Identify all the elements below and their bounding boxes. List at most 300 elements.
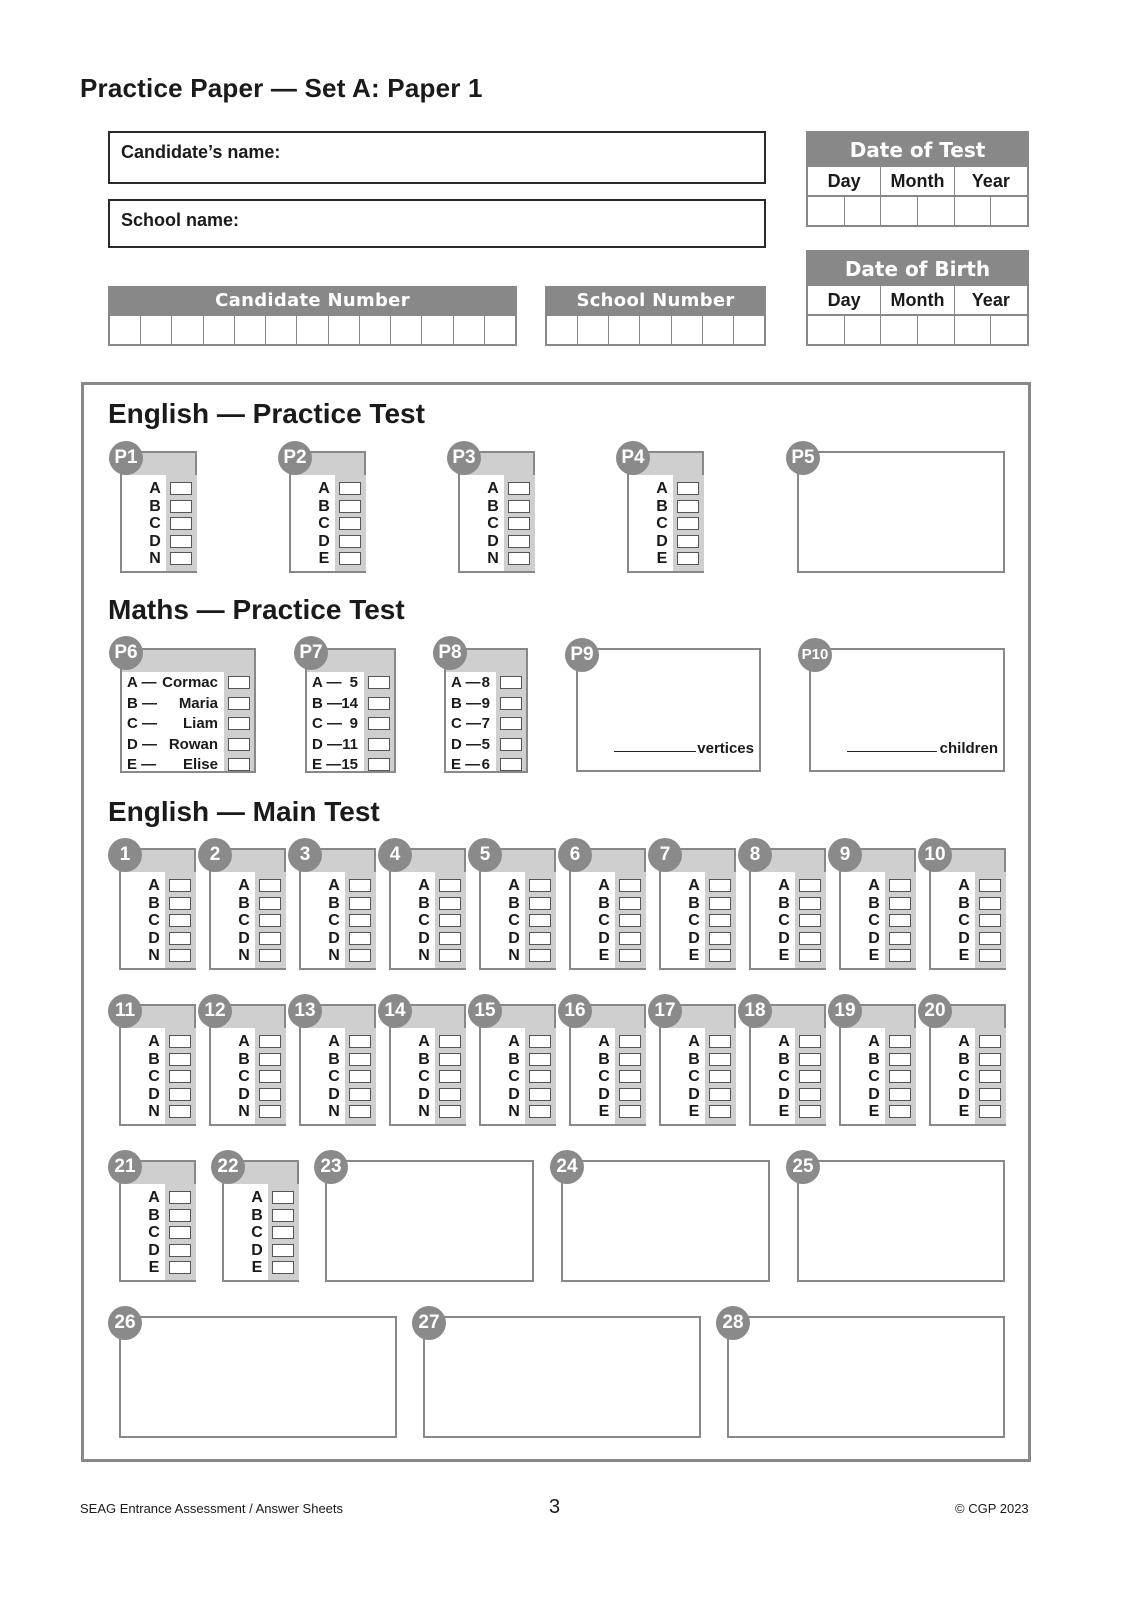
answer-option[interactable] <box>629 550 702 567</box>
answer-option[interactable] <box>211 930 284 947</box>
answer-option[interactable] <box>391 930 464 947</box>
answer-option[interactable] <box>307 674 394 691</box>
written-answer-box[interactable] <box>423 1316 701 1438</box>
answer-option[interactable] <box>661 947 734 964</box>
answer-option[interactable] <box>841 1051 914 1068</box>
school-number-cell[interactable] <box>547 316 578 344</box>
answer-option[interactable] <box>122 695 254 712</box>
option-checkbox[interactable] <box>979 879 1001 892</box>
answer-option[interactable] <box>307 756 394 773</box>
answer-option[interactable] <box>751 877 824 894</box>
answer-option[interactable] <box>481 1051 554 1068</box>
option-checkbox[interactable] <box>619 1035 641 1048</box>
option-checkbox[interactable] <box>619 1088 641 1101</box>
option-checkbox[interactable] <box>799 1070 821 1083</box>
written-answer-box[interactable] <box>727 1316 1005 1438</box>
answer-option[interactable] <box>481 912 554 929</box>
answer-option[interactable] <box>121 1207 194 1224</box>
option-checkbox[interactable] <box>500 717 522 730</box>
option-checkbox[interactable] <box>799 914 821 927</box>
answer-option[interactable] <box>931 877 1004 894</box>
date-of-birth-cell[interactable] <box>918 316 955 344</box>
answer-option[interactable] <box>661 1103 734 1120</box>
option-checkbox[interactable] <box>619 1070 641 1083</box>
option-checkbox[interactable] <box>529 1035 551 1048</box>
option-checkbox[interactable] <box>349 1088 371 1101</box>
answer-option[interactable] <box>121 1068 194 1085</box>
answer-option[interactable] <box>301 895 374 912</box>
answer-option[interactable] <box>661 877 734 894</box>
answer-option[interactable] <box>931 1103 1004 1120</box>
option-checkbox[interactable] <box>529 1105 551 1118</box>
option-checkbox[interactable] <box>439 949 461 962</box>
answer-option[interactable] <box>391 877 464 894</box>
school-name-field[interactable] <box>108 199 766 248</box>
option-checkbox[interactable] <box>368 738 390 751</box>
answer-option[interactable] <box>571 947 644 964</box>
candidate-number-cell[interactable] <box>485 316 515 344</box>
option-checkbox[interactable] <box>169 1209 191 1222</box>
option-checkbox[interactable] <box>619 879 641 892</box>
option-checkbox[interactable] <box>259 1070 281 1083</box>
answer-option[interactable] <box>571 1033 644 1050</box>
option-checkbox[interactable] <box>889 1105 911 1118</box>
answer-option[interactable] <box>841 1068 914 1085</box>
option-checkbox[interactable] <box>439 879 461 892</box>
written-answer-box[interactable] <box>119 1316 397 1438</box>
option-checkbox[interactable] <box>889 949 911 962</box>
answer-option[interactable] <box>121 1259 194 1276</box>
option-checkbox[interactable] <box>979 914 1001 927</box>
answer-option[interactable] <box>571 895 644 912</box>
option-checkbox[interactable] <box>349 1105 371 1118</box>
answer-option[interactable] <box>122 550 195 567</box>
answer-option[interactable] <box>301 1103 374 1120</box>
option-checkbox[interactable] <box>349 932 371 945</box>
answer-option[interactable] <box>571 877 644 894</box>
option-checkbox[interactable] <box>349 897 371 910</box>
answer-option[interactable] <box>121 1033 194 1050</box>
answer-option[interactable] <box>931 1051 1004 1068</box>
answer-option[interactable] <box>629 515 702 532</box>
option-checkbox[interactable] <box>619 932 641 945</box>
answer-option[interactable] <box>224 1242 297 1259</box>
option-checkbox[interactable] <box>979 949 1001 962</box>
option-checkbox[interactable] <box>799 1053 821 1066</box>
option-checkbox[interactable] <box>439 1088 461 1101</box>
option-checkbox[interactable] <box>677 552 699 565</box>
option-checkbox[interactable] <box>529 879 551 892</box>
written-answer-box[interactable] <box>576 648 761 772</box>
answer-option[interactable] <box>122 480 195 497</box>
option-checkbox[interactable] <box>170 517 192 530</box>
option-checkbox[interactable] <box>349 1053 371 1066</box>
answer-option[interactable] <box>391 912 464 929</box>
option-checkbox[interactable] <box>439 1070 461 1083</box>
answer-option[interactable] <box>391 1103 464 1120</box>
answer-option[interactable] <box>751 1033 824 1050</box>
answer-option[interactable] <box>571 1103 644 1120</box>
answer-line[interactable] <box>614 751 696 752</box>
answer-option[interactable] <box>121 1189 194 1206</box>
option-checkbox[interactable] <box>368 758 390 771</box>
answer-option[interactable] <box>629 533 702 550</box>
answer-option[interactable] <box>301 947 374 964</box>
option-checkbox[interactable] <box>529 1053 551 1066</box>
written-answer-box[interactable] <box>797 1160 1005 1282</box>
option-checkbox[interactable] <box>709 897 731 910</box>
answer-option[interactable] <box>391 947 464 964</box>
school-number-cell[interactable] <box>578 316 609 344</box>
option-checkbox[interactable] <box>709 932 731 945</box>
option-checkbox[interactable] <box>979 1088 1001 1101</box>
answer-option[interactable] <box>460 498 533 515</box>
option-checkbox[interactable] <box>169 949 191 962</box>
option-checkbox[interactable] <box>228 697 250 710</box>
candidate-number-cell[interactable] <box>297 316 328 344</box>
option-checkbox[interactable] <box>799 949 821 962</box>
answer-option[interactable] <box>571 1051 644 1068</box>
answer-option[interactable] <box>224 1189 297 1206</box>
option-checkbox[interactable] <box>529 897 551 910</box>
candidate-number-cell[interactable] <box>141 316 172 344</box>
option-checkbox[interactable] <box>709 1088 731 1101</box>
option-checkbox[interactable] <box>619 1053 641 1066</box>
answer-option[interactable] <box>224 1224 297 1241</box>
candidate-number-cell[interactable] <box>172 316 203 344</box>
option-checkbox[interactable] <box>889 1035 911 1048</box>
option-checkbox[interactable] <box>169 1244 191 1257</box>
option-checkbox[interactable] <box>799 932 821 945</box>
answer-option[interactable] <box>122 756 254 773</box>
answer-option[interactable] <box>571 1068 644 1085</box>
answer-option[interactable] <box>841 947 914 964</box>
date-of-test-cell[interactable] <box>918 197 955 225</box>
option-checkbox[interactable] <box>169 1105 191 1118</box>
school-number-cell[interactable] <box>734 316 764 344</box>
answer-option[interactable] <box>751 930 824 947</box>
candidate-number-cell[interactable] <box>235 316 266 344</box>
answer-option[interactable] <box>307 715 394 732</box>
option-checkbox[interactable] <box>272 1226 294 1239</box>
option-checkbox[interactable] <box>339 535 361 548</box>
option-checkbox[interactable] <box>799 1105 821 1118</box>
answer-option[interactable] <box>211 877 284 894</box>
answer-option[interactable] <box>122 498 195 515</box>
answer-option[interactable] <box>931 1033 1004 1050</box>
answer-option[interactable] <box>751 1068 824 1085</box>
answer-option[interactable] <box>121 947 194 964</box>
answer-option[interactable] <box>446 736 526 753</box>
answer-option[interactable] <box>751 1051 824 1068</box>
answer-option[interactable] <box>481 1068 554 1085</box>
answer-option[interactable] <box>121 930 194 947</box>
option-checkbox[interactable] <box>349 949 371 962</box>
option-checkbox[interactable] <box>439 1105 461 1118</box>
answer-option[interactable] <box>931 1086 1004 1103</box>
answer-option[interactable] <box>661 912 734 929</box>
option-checkbox[interactable] <box>529 1070 551 1083</box>
answer-option[interactable] <box>211 1033 284 1050</box>
answer-option[interactable] <box>841 877 914 894</box>
answer-option[interactable] <box>291 515 364 532</box>
answer-option[interactable] <box>460 480 533 497</box>
option-checkbox[interactable] <box>709 1105 731 1118</box>
option-checkbox[interactable] <box>508 517 530 530</box>
date-of-birth-cell[interactable] <box>955 316 992 344</box>
date-of-test-cell[interactable] <box>808 197 845 225</box>
answer-option[interactable] <box>481 895 554 912</box>
option-checkbox[interactable] <box>169 1053 191 1066</box>
answer-option[interactable] <box>121 912 194 929</box>
answer-option[interactable] <box>301 1086 374 1103</box>
answer-option[interactable] <box>446 674 526 691</box>
option-checkbox[interactable] <box>979 932 1001 945</box>
option-checkbox[interactable] <box>500 738 522 751</box>
option-checkbox[interactable] <box>500 697 522 710</box>
answer-option[interactable] <box>629 498 702 515</box>
option-checkbox[interactable] <box>259 1053 281 1066</box>
option-checkbox[interactable] <box>170 482 192 495</box>
option-checkbox[interactable] <box>979 897 1001 910</box>
option-checkbox[interactable] <box>677 482 699 495</box>
option-checkbox[interactable] <box>508 535 530 548</box>
option-checkbox[interactable] <box>529 1088 551 1101</box>
option-checkbox[interactable] <box>368 717 390 730</box>
option-checkbox[interactable] <box>169 932 191 945</box>
school-number-cell[interactable] <box>703 316 734 344</box>
option-checkbox[interactable] <box>169 1070 191 1083</box>
option-checkbox[interactable] <box>677 517 699 530</box>
answer-option[interactable] <box>122 674 254 691</box>
option-checkbox[interactable] <box>169 1035 191 1048</box>
answer-option[interactable] <box>446 756 526 773</box>
option-checkbox[interactable] <box>368 697 390 710</box>
answer-option[interactable] <box>121 1103 194 1120</box>
school-number-cell[interactable] <box>640 316 671 344</box>
candidate-number-cell[interactable] <box>391 316 422 344</box>
option-checkbox[interactable] <box>529 949 551 962</box>
option-checkbox[interactable] <box>259 949 281 962</box>
answer-option[interactable] <box>481 1103 554 1120</box>
option-checkbox[interactable] <box>170 552 192 565</box>
option-checkbox[interactable] <box>529 932 551 945</box>
option-checkbox[interactable] <box>272 1244 294 1257</box>
option-checkbox[interactable] <box>259 914 281 927</box>
option-checkbox[interactable] <box>709 1053 731 1066</box>
candidate-number-cell[interactable] <box>360 316 391 344</box>
option-checkbox[interactable] <box>349 1070 371 1083</box>
option-checkbox[interactable] <box>677 500 699 513</box>
option-checkbox[interactable] <box>889 914 911 927</box>
answer-option[interactable] <box>841 1103 914 1120</box>
option-checkbox[interactable] <box>709 1070 731 1083</box>
date-of-birth-cell[interactable] <box>991 316 1027 344</box>
answer-option[interactable] <box>661 895 734 912</box>
answer-option[interactable] <box>301 912 374 929</box>
school-number-cell[interactable] <box>609 316 640 344</box>
answer-option[interactable] <box>931 912 1004 929</box>
answer-option[interactable] <box>121 877 194 894</box>
answer-option[interactable] <box>391 1086 464 1103</box>
school-number-cell[interactable] <box>672 316 703 344</box>
answer-option[interactable] <box>661 1086 734 1103</box>
option-checkbox[interactable] <box>709 879 731 892</box>
answer-option[interactable] <box>122 736 254 753</box>
option-checkbox[interactable] <box>272 1191 294 1204</box>
answer-option[interactable] <box>571 912 644 929</box>
option-checkbox[interactable] <box>799 1035 821 1048</box>
option-checkbox[interactable] <box>169 897 191 910</box>
option-checkbox[interactable] <box>979 1053 1001 1066</box>
option-checkbox[interactable] <box>339 517 361 530</box>
written-answer-box[interactable] <box>797 451 1005 573</box>
option-checkbox[interactable] <box>272 1209 294 1222</box>
option-checkbox[interactable] <box>889 1070 911 1083</box>
answer-option[interactable] <box>122 715 254 732</box>
answer-option[interactable] <box>301 1051 374 1068</box>
candidate-number-cell[interactable] <box>110 316 141 344</box>
option-checkbox[interactable] <box>339 482 361 495</box>
option-checkbox[interactable] <box>259 932 281 945</box>
answer-option[interactable] <box>460 533 533 550</box>
option-checkbox[interactable] <box>889 1053 911 1066</box>
date-of-test-cell[interactable] <box>955 197 992 225</box>
answer-option[interactable] <box>931 1068 1004 1085</box>
option-checkbox[interactable] <box>500 676 522 689</box>
answer-option[interactable] <box>291 533 364 550</box>
option-checkbox[interactable] <box>259 897 281 910</box>
answer-option[interactable] <box>211 1068 284 1085</box>
option-checkbox[interactable] <box>259 879 281 892</box>
option-checkbox[interactable] <box>170 500 192 513</box>
answer-option[interactable] <box>460 515 533 532</box>
answer-option[interactable] <box>751 895 824 912</box>
answer-option[interactable] <box>391 895 464 912</box>
date-of-birth-cell[interactable] <box>881 316 918 344</box>
candidate-number-cell[interactable] <box>329 316 360 344</box>
answer-option[interactable] <box>211 1051 284 1068</box>
option-checkbox[interactable] <box>508 482 530 495</box>
date-of-test-cell[interactable] <box>881 197 918 225</box>
answer-option[interactable] <box>391 1033 464 1050</box>
answer-option[interactable] <box>460 550 533 567</box>
answer-option[interactable] <box>291 498 364 515</box>
candidate-name-field[interactable] <box>108 131 766 184</box>
answer-option[interactable] <box>391 1068 464 1085</box>
answer-option[interactable] <box>931 930 1004 947</box>
answer-option[interactable] <box>931 947 1004 964</box>
option-checkbox[interactable] <box>169 1261 191 1274</box>
option-checkbox[interactable] <box>889 897 911 910</box>
option-checkbox[interactable] <box>529 914 551 927</box>
option-checkbox[interactable] <box>619 949 641 962</box>
written-answer-box[interactable] <box>561 1160 770 1282</box>
answer-option[interactable] <box>301 1033 374 1050</box>
answer-option[interactable] <box>211 912 284 929</box>
option-checkbox[interactable] <box>169 1191 191 1204</box>
option-checkbox[interactable] <box>889 932 911 945</box>
answer-option[interactable] <box>481 947 554 964</box>
answer-option[interactable] <box>307 736 394 753</box>
option-checkbox[interactable] <box>272 1261 294 1274</box>
answer-option[interactable] <box>224 1259 297 1276</box>
answer-option[interactable] <box>446 695 526 712</box>
answer-option[interactable] <box>224 1207 297 1224</box>
answer-option[interactable] <box>301 930 374 947</box>
option-checkbox[interactable] <box>889 879 911 892</box>
candidate-number-cell[interactable] <box>204 316 235 344</box>
option-checkbox[interactable] <box>979 1105 1001 1118</box>
date-of-test-cell[interactable] <box>845 197 882 225</box>
option-checkbox[interactable] <box>169 914 191 927</box>
answer-option[interactable] <box>391 1051 464 1068</box>
option-checkbox[interactable] <box>979 1035 1001 1048</box>
answer-option[interactable] <box>121 1086 194 1103</box>
option-checkbox[interactable] <box>677 535 699 548</box>
option-checkbox[interactable] <box>339 552 361 565</box>
answer-option[interactable] <box>211 1103 284 1120</box>
option-checkbox[interactable] <box>799 897 821 910</box>
answer-option[interactable] <box>211 1086 284 1103</box>
answer-option[interactable] <box>841 1086 914 1103</box>
option-checkbox[interactable] <box>259 1035 281 1048</box>
answer-option[interactable] <box>629 480 702 497</box>
answer-option[interactable] <box>121 1051 194 1068</box>
answer-option[interactable] <box>481 1033 554 1050</box>
option-checkbox[interactable] <box>500 758 522 771</box>
answer-option[interactable] <box>122 533 195 550</box>
option-checkbox[interactable] <box>709 1035 731 1048</box>
answer-option[interactable] <box>121 1224 194 1241</box>
answer-option[interactable] <box>751 947 824 964</box>
answer-option[interactable] <box>751 912 824 929</box>
answer-option[interactable] <box>481 1086 554 1103</box>
answer-option[interactable] <box>661 1051 734 1068</box>
option-checkbox[interactable] <box>799 879 821 892</box>
option-checkbox[interactable] <box>619 1105 641 1118</box>
answer-option[interactable] <box>661 1068 734 1085</box>
option-checkbox[interactable] <box>228 758 250 771</box>
option-checkbox[interactable] <box>619 897 641 910</box>
option-checkbox[interactable] <box>508 552 530 565</box>
option-checkbox[interactable] <box>799 1088 821 1101</box>
answer-option[interactable] <box>211 895 284 912</box>
answer-line[interactable] <box>847 751 937 752</box>
answer-option[interactable] <box>446 715 526 732</box>
option-checkbox[interactable] <box>228 717 250 730</box>
candidate-number-cell[interactable] <box>454 316 485 344</box>
written-answer-box[interactable] <box>809 648 1005 772</box>
answer-option[interactable] <box>571 1086 644 1103</box>
answer-option[interactable] <box>661 1033 734 1050</box>
candidate-number-cell[interactable] <box>266 316 297 344</box>
date-of-birth-cell[interactable] <box>808 316 845 344</box>
option-checkbox[interactable] <box>259 1088 281 1101</box>
option-checkbox[interactable] <box>979 1070 1001 1083</box>
option-checkbox[interactable] <box>439 1035 461 1048</box>
option-checkbox[interactable] <box>508 500 530 513</box>
option-checkbox[interactable] <box>349 914 371 927</box>
answer-option[interactable] <box>751 1103 824 1120</box>
answer-option[interactable] <box>481 930 554 947</box>
option-checkbox[interactable] <box>619 914 641 927</box>
option-checkbox[interactable] <box>349 879 371 892</box>
option-checkbox[interactable] <box>889 1088 911 1101</box>
option-checkbox[interactable] <box>368 676 390 689</box>
candidate-number-cell[interactable] <box>422 316 453 344</box>
option-checkbox[interactable] <box>349 1035 371 1048</box>
